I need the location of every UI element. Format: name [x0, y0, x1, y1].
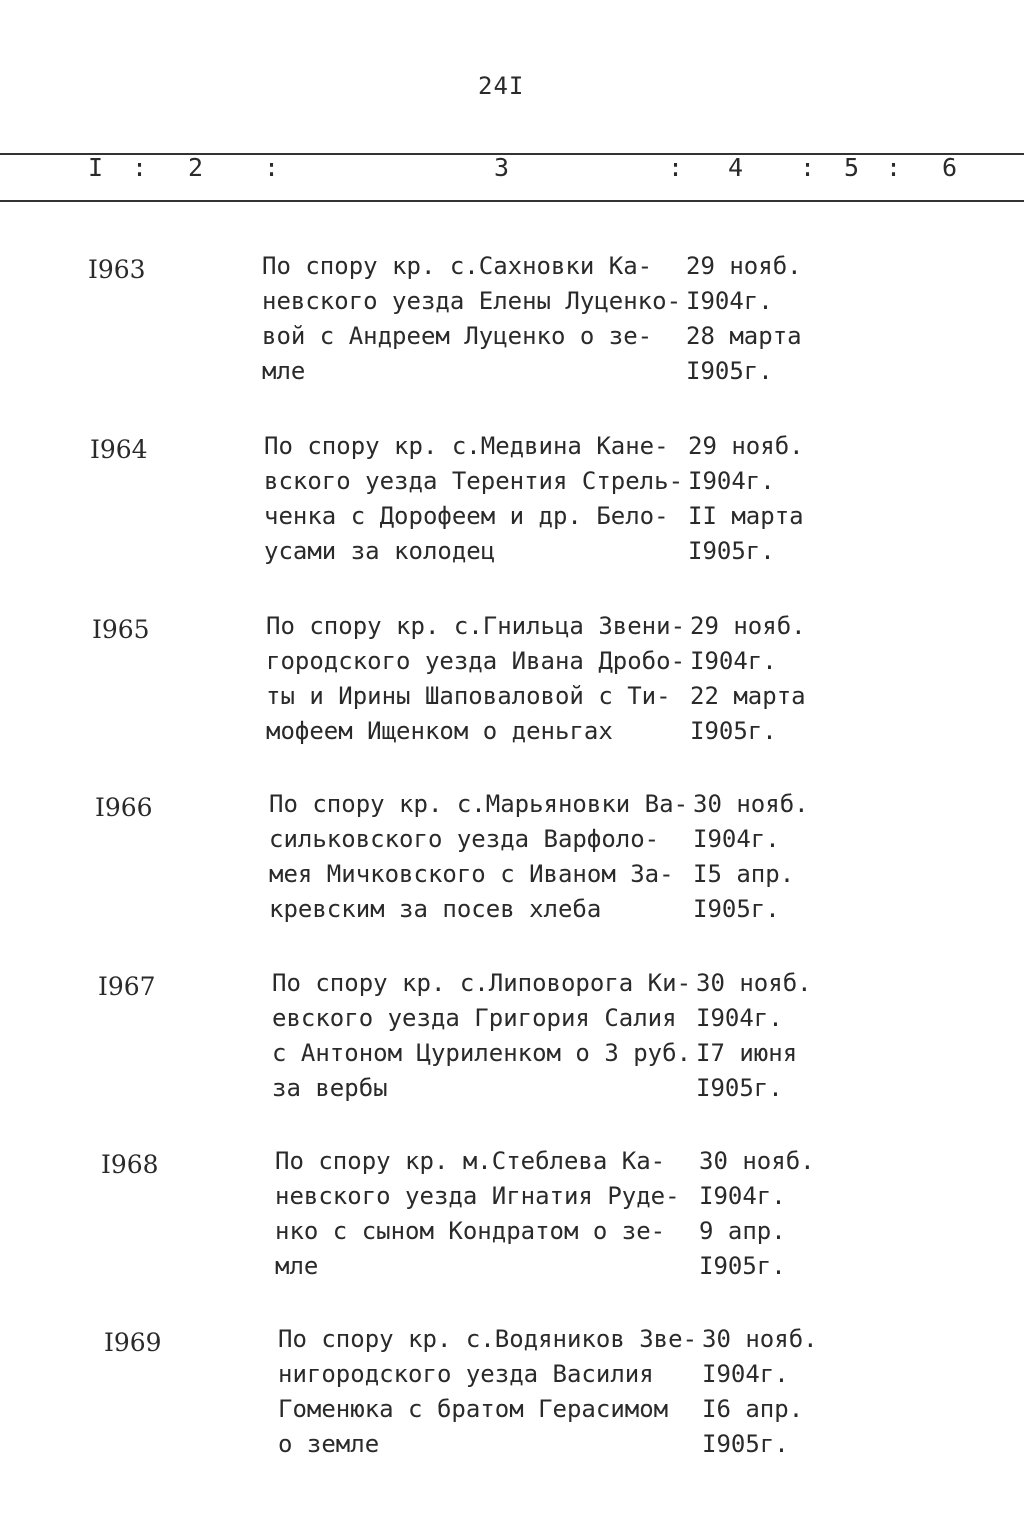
entry-description-line: Гоменюка с братом Герасимом [278, 1395, 669, 1423]
column-header-5: 5 [844, 153, 860, 182]
entry-description-line: вского уезда Терентия Стрель- [264, 467, 684, 495]
entry-description-line: По спору кр. с.Липоворога Ки- [272, 969, 692, 997]
entry-description-line: сильковского уезда Варфоло- [269, 825, 660, 853]
entry-start-year: I904г. [686, 287, 773, 315]
entry-description-line: ты и Ирины Шаповаловой с Ти- [266, 682, 671, 710]
entry-end-date: II марта [688, 502, 804, 530]
entry-description-line: мле [262, 357, 306, 385]
column-separator: : [668, 153, 684, 182]
entry-number: I968 [101, 1150, 159, 1179]
entry-end-date: 28 марта [686, 322, 802, 350]
column-header-6: 6 [942, 153, 958, 182]
entry-end-year: I905г. [693, 895, 780, 923]
entry-description-line: По спору кр. с.Медвина Кане- [264, 432, 669, 460]
entry-start-year: I904г. [696, 1004, 783, 1032]
entry-description-line: усами за колодец [264, 537, 496, 565]
entry-description-line: за вербы [272, 1074, 388, 1102]
column-separator: : [132, 153, 148, 182]
register-entry [0, 790, 1024, 953]
entry-description-line: с Антоном Цуриленком о 3 руб. [272, 1039, 692, 1067]
column-header-3: 3 [494, 153, 510, 182]
entry-end-year: I905г. [696, 1074, 783, 1102]
entry-start-date: 29 нояб. [686, 252, 802, 280]
entry-description-line: По спору кр. с.Сахновки Ка- [262, 252, 653, 280]
header-top-rule [0, 153, 1024, 155]
entry-end-date: 22 марта [690, 682, 806, 710]
entry-start-year: I904г. [693, 825, 780, 853]
entry-number: I967 [98, 972, 156, 1001]
entry-end-year: I905г. [702, 1430, 789, 1458]
entry-start-date: 30 нояб. [693, 790, 809, 818]
column-separator: : [800, 153, 816, 182]
entry-description-line: невского уезда Елены Луценко- [262, 287, 682, 315]
entry-start-year: I904г. [688, 467, 775, 495]
column-header-1: I [88, 153, 104, 182]
header-bottom-rule [0, 200, 1024, 202]
entry-start-date: 30 нояб. [699, 1147, 815, 1175]
entry-description-line: невского уезда Игнатия Руде- [275, 1182, 680, 1210]
entry-start-date: 29 нояб. [688, 432, 804, 460]
entry-end-date: I6 апр. [702, 1395, 804, 1423]
register-entry [0, 1325, 1024, 1488]
entry-start-date: 29 нояб. [690, 612, 806, 640]
column-header-4: 4 [728, 153, 744, 182]
entry-number: I969 [104, 1328, 162, 1357]
entry-description-line: нко с сыном Кондратом о зе- [275, 1217, 666, 1245]
entry-description-line: евского уезда Григория Салия [272, 1004, 677, 1032]
register-entry [0, 252, 1024, 415]
entry-end-year: I905г. [688, 537, 775, 565]
register-entry [0, 432, 1024, 595]
entry-number: I965 [92, 615, 150, 644]
entry-end-year: I905г. [690, 717, 777, 745]
column-separator: : [886, 153, 902, 182]
entry-description-line: По спору кр. с.Гнильца Звени- [266, 612, 686, 640]
entry-description-line: нигородского уезда Василия [278, 1360, 654, 1388]
entry-description-line: мея Мичковского с Иваном За- [269, 860, 674, 888]
entry-start-date: 30 нояб. [702, 1325, 818, 1353]
entry-start-year: I904г. [690, 647, 777, 675]
entry-description-line: По спору кр. м.Стеблева Ка- [275, 1147, 666, 1175]
register-entry [0, 612, 1024, 775]
entry-description-line: По спору кр. с.Водяников Зве- [278, 1325, 698, 1353]
page-number: 24I [478, 72, 525, 100]
entry-start-date: 30 нояб. [696, 969, 812, 997]
entry-description-line: ченка с Дорофеем и др. Бело- [264, 502, 669, 530]
entry-number: I963 [88, 255, 146, 284]
entry-end-date: 9 апр. [699, 1217, 786, 1245]
entry-description-line: По спору кр. с.Марьяновки Ва- [269, 790, 689, 818]
register-entry [0, 969, 1024, 1132]
entry-description-line: мофеем Ищенком о деньгах [266, 717, 613, 745]
entry-start-year: I904г. [699, 1182, 786, 1210]
column-header-2: 2 [188, 153, 204, 182]
entry-end-year: I905г. [686, 357, 773, 385]
entry-end-year: I905г. [699, 1252, 786, 1280]
entry-description-line: мле [275, 1252, 319, 1280]
entry-end-date: I7 июня [696, 1039, 798, 1067]
register-entry [0, 1147, 1024, 1310]
entry-start-year: I904г. [702, 1360, 789, 1388]
entry-description-line: городского уезда Ивана Дробо- [266, 647, 686, 675]
entry-number: I964 [90, 435, 148, 464]
entry-description-line: кревским за посев хлеба [269, 895, 602, 923]
entry-description-line: вой с Андреем Луценко о зе- [262, 322, 653, 350]
entry-end-date: I5 апр. [693, 860, 795, 888]
column-separator: : [264, 153, 280, 182]
entry-description-line: о земле [278, 1430, 380, 1458]
entry-number: I966 [95, 793, 153, 822]
